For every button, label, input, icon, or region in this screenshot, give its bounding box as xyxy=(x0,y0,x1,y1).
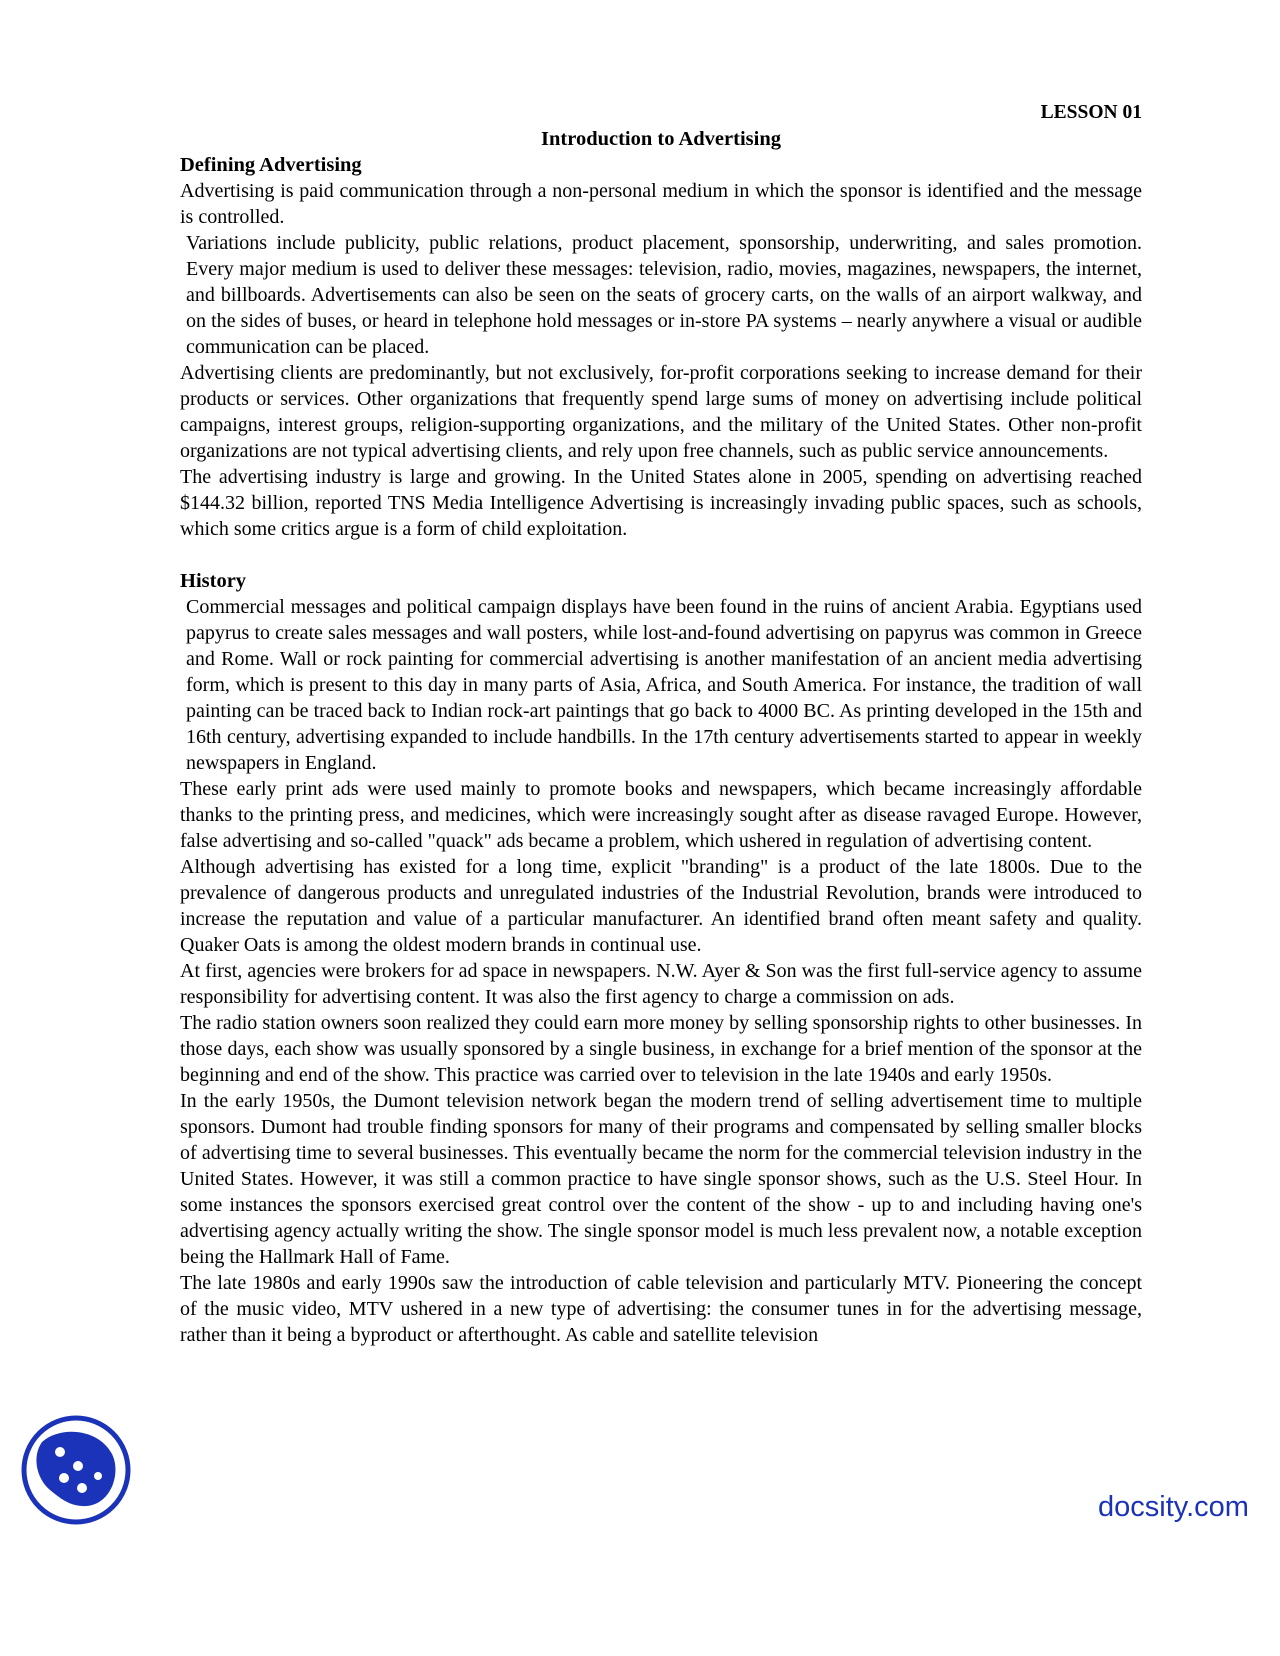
lesson-number: LESSON 01 xyxy=(1040,102,1142,123)
paragraph: Advertising is paid communication through a non-personal medium in which the sponsor is identified and the message is controlled. xyxy=(180,180,1142,228)
docsity-watermark[interactable]: docsity.com xyxy=(1098,1491,1249,1523)
document-title: Introduction to Advertising xyxy=(541,128,781,150)
paragraph: The radio station owners soon realized they could earn more money by selling sponsorship rights to other businesses. In those days, each show was usually sponsored by a single business, in exchange for a brief mention of the sponsor at the beginning and end of the show. This practice was carried over to television in the late 1940s and early 1950s. xyxy=(180,1012,1142,1086)
paragraph: At first, agencies were brokers for ad space in newspapers. N.W. Ayer & Son was the first full-service agency to assume responsibility for advertising content. It was also the first agency to charge a commission on ads. xyxy=(180,960,1142,1008)
paragraph: Advertising clients are predominantly, but not exclusively, for-profit corporations seeking to increase demand for their products or services. Other organizations that frequently spend large sums of money on advertising include political campaigns, interest groups, religion-supporting organizations, and the military of the United States. Other non-profit organizations are not typical advertising clients, and rely upon free channels, such as public service announcements. xyxy=(180,362,1142,462)
paragraph: The late 1980s and early 1990s saw the introduction of cable television and particularly MTV. Pioneering the concept of the music video, MTV ushered in a new type of advertising: the consumer tunes in for the advertising message, rather than it being a byproduct or afterthought. As cable and satellite television xyxy=(180,1272,1142,1346)
section-heading-defining: Defining Advertising xyxy=(180,154,362,176)
paragraph: The advertising industry is large and growing. In the United States alone in 2005, spending on advertising reached $144.32 billion, reported TNS Media Intelligence Advertising is increasingly invading public spaces, such as schools, which some critics argue is a form of child exploitation. xyxy=(180,466,1142,540)
paragraph: Commercial messages and political campaign displays have been found in the ruins of ancient Arabia. Egyptians used papyrus to create sales messages and wall posters, while lost-and-found advertising on papyrus was common in Greece and Rome. Wall or rock painting for commercial advertising is another manifestation of an ancient media advertising form, which is present to this day in many parts of Asia, Africa, and South America. For instance, the tradition of wall painting can be traced back to Indian rock-art paintings that go back to 4000 BC. As printing developed in the 15th and 16th century, advertising expanded to include handbills. In the 17th century advertisements started to appear in weekly newspapers in England. xyxy=(186,596,1142,774)
document-page xyxy=(180,100,1142,1348)
paragraph: Although advertising has existed for a long time, explicit "branding" is a product of the late 1800s. Due to the prevalence of dangerous products and unregulated industries of the Industrial Revolution, brands were introduced to increase the reputation and value of a particular manufacturer. An identified brand often meant safety and quality. Quaker Oats is among the oldest modern brands in continual use. xyxy=(180,856,1142,956)
section-heading-history: History xyxy=(180,570,247,592)
docsity-logo-icon[interactable] xyxy=(20,1414,132,1526)
paragraph: In the early 1950s, the Dumont television network began the modern trend of selling advertisement time to multiple sponsors. Dumont had trouble finding sponsors for many of their programs and compensated by selling smaller blocks of advertising time to several businesses. This eventually became the norm for the commercial television industry in the United States. However, it was still a common practice to have single sponsor shows, such as the U.S. Steel Hour. In some instances the sponsors exercised great control over the content of the show - up to and including having one's advertising agency actually writing the show. The single sponsor model is much less prevalent now, a notable exception being the Hallmark Hall of Fame. xyxy=(180,1090,1142,1268)
paragraph: These early print ads were used mainly to promote books and newspapers, which became increasingly affordable thanks to the printing press, and medicines, which were increasingly sought after as disease ravaged Europe. However, false advertising and so-called "quack" ads became a problem, which ushered in regulation of advertising content. xyxy=(180,778,1142,852)
section-spacer xyxy=(180,542,1142,568)
paragraph: Variations include publicity, public relations, product placement, sponsorship, underwriting, and sales promotion. Every major medium is used to deliver these messages: television, radio, movies, magazines, newspapers, the internet, and billboards. Advertisements can also be seen on the seats of grocery carts, on the walls of an airport walkway, and on the sides of buses, or heard in telephone hold messages or in-store PA systems – nearly anywhere a visual or audible communication can be placed. xyxy=(186,232,1142,358)
